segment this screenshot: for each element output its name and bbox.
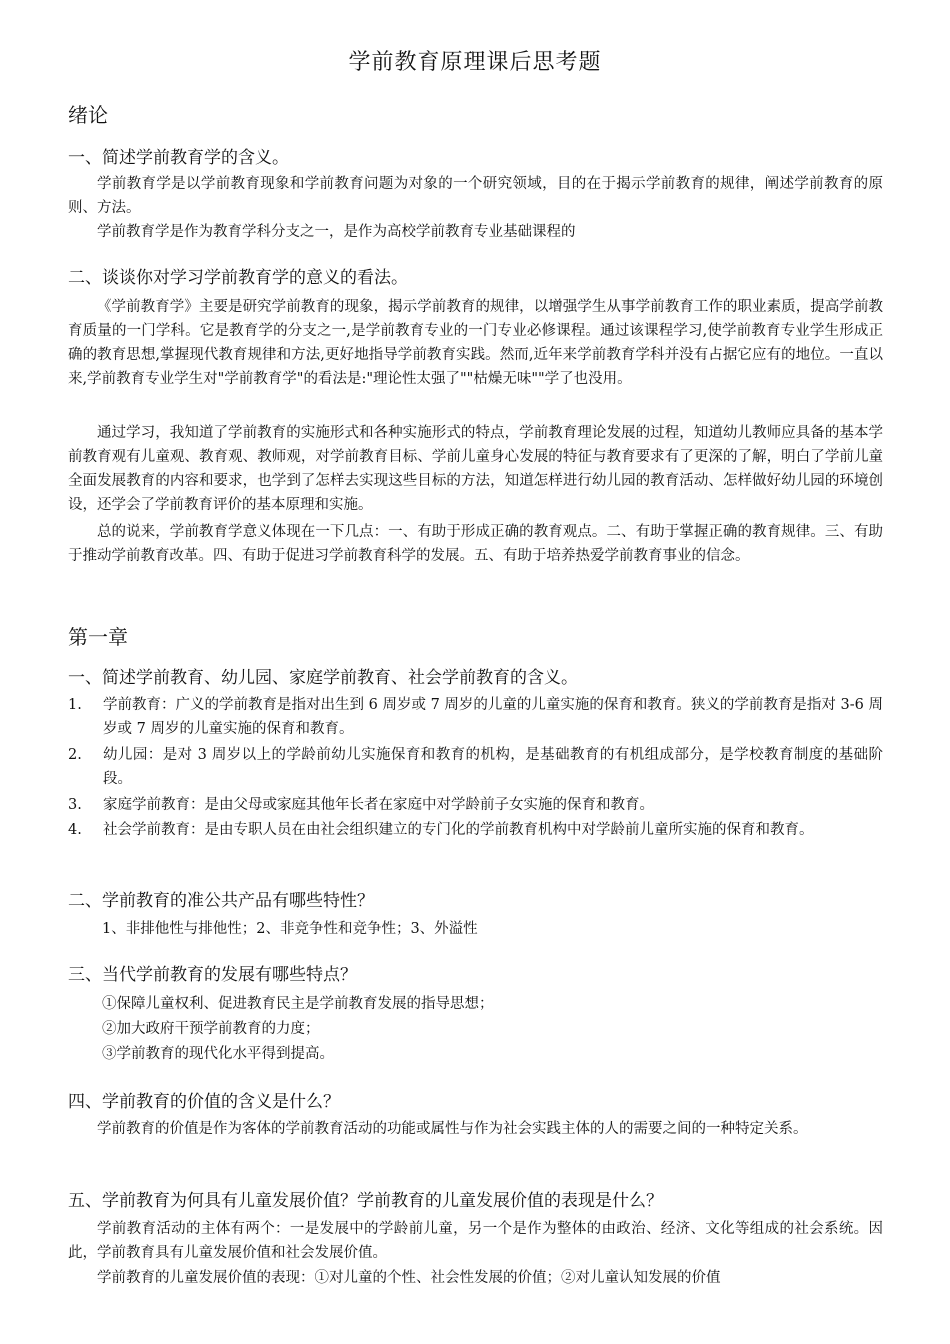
question-heading: 二、学前教育的准公共产品有哪些特性？ — [68, 891, 374, 911]
document-title: 学前教育原理课后思考题 — [348, 50, 602, 75]
list-number: 4. — [68, 822, 82, 838]
list-text: 学前教育：广义的学前教育是指对出生到 6 周岁或 7 周岁的儿童的儿童实施的保育和教育。狭义的学前教育是指对 3-6 周岁或 7 周岁的儿童实施的保育和教育。 — [103, 697, 883, 737]
paragraph: 学前教育学是以学前教育现象和学前教育问题为对象的一个研究领域，目的在于揭示学前教育的规律，阐述学前教育的原则、方法。 — [68, 176, 883, 216]
question-heading: 一、简述学前教育、幼儿园、家庭学前教育、社会学前教育的含义。 — [68, 668, 578, 688]
question-heading: 四、学前教育的价值的含义是什么？ — [68, 1092, 340, 1112]
list-number: 1. — [68, 697, 82, 713]
section-heading-chapter-1: 第一章 — [68, 625, 128, 649]
list-item — [68, 693, 883, 741]
list-text: 社会学前教育：是由专职人员在由社会组织建立的专门化的学前教育机构中对学龄前儿童所实施的保育和教育。 — [103, 822, 814, 838]
question-heading: 二、谈谈你对学习学前教育学的意义的看法。 — [68, 268, 408, 288]
answer-text: 1、非排他性与排他性；2、非竞争性和竞争性；3、外溢性 — [102, 921, 478, 937]
paragraph: 学前教育的价值是作为客体的学前教育活动的功能或属性与作为社会实践主体的人的需要之间的一种特定关系。 — [97, 1121, 808, 1137]
section-heading-intro: 绪论 — [68, 103, 108, 127]
paragraph: 学前教育的儿童发展价值的表现：①对儿童的个性、社会性发展的价值；②对儿童认知发展的价值 — [97, 1270, 721, 1286]
list-text: 家庭学前教育：是由父母或家庭其他年长者在家庭中对学龄前子女实施的保育和教育。 — [103, 797, 654, 813]
question-heading: 一、简述学前教育学的含义。 — [68, 148, 289, 168]
paragraph: 总的说来，学前教育学意义体现在一下几点：一、有助于形成正确的教育观点。二、有助于掌握正确的教育规律。三、有助于推动学前教育改革。四、有助于促进习学前教育科学的发展。五、有助于培养热爱学前教育事业的信念。 — [68, 524, 883, 564]
paragraph: 学前教育学是作为教育学科分支之一，是作为高校学前教育专业基础课程的 — [97, 224, 576, 240]
question-heading: 三、当代学前教育的发展有哪些特点？ — [68, 965, 357, 985]
list-number: 2. — [68, 747, 82, 763]
list-item: ②加大政府干预学前教育的力度； — [102, 1021, 320, 1037]
paragraph: 通过学习，我知道了学前教育的实施形式和各种实施形式的特点，学前教育理论发展的过程，知道幼儿教师应具备的基本学前教育观有儿童观、教育观、教师观，对学前教育目标、学前儿童身心发展的特征与教育要求有了更深的了解，明白了学前儿童全面发展教育的内容和要求，也学到了怎样去实现这些目标的方法，知道怎样进行幼儿园的教育活动、怎样做好幼儿园的环境创设，还学会了学前教育评价的基本原理和实施。 — [68, 425, 883, 513]
list-item — [68, 818, 883, 842]
question-heading: 五、学前教育为何具有儿童发展价值？学前教育的儿童发展价值的表现是什么？ — [68, 1191, 663, 1211]
list-item: ③学前教育的现代化水平得到提高。 — [102, 1046, 334, 1062]
paragraph: 学前教育活动的主体有两个：一是发展中的学龄前儿童，另一个是作为整体的由政治、经济、文化等组成的社会系统。因此，学前教育具有儿童发展价值和社会发展价值。 — [68, 1221, 883, 1261]
list-text: 幼儿园：是对 3 周岁以上的学龄前幼儿实施保育和教育的机构，是基础教育的有机组成部分，是学校教育制度的基础阶段。 — [103, 747, 883, 787]
paragraph: 《学前教育学》主要是研究学前教育的现象，揭示学前教育的规律，以增强学生从事学前教育工作的职业素质，提高学前教育质量的一门学科。它是教育学的分支之一,是学前教育专业的一门专业必修课程。通过该课程学习,使学前教育专业学生形成正确的教育思想,掌握现代教育规律和方法,更好地指导学前教育实践。然而,近年来学前教育学科并没有占据它应有的地位。一直以来,学前教育专业学生对"学前教育学"的看法是:"理论性太强了""枯燥无味""学了也没用。 — [68, 299, 883, 387]
list-item — [68, 793, 883, 817]
list-number: 3. — [68, 797, 82, 813]
list-item — [68, 743, 883, 791]
list-item: ①保障儿童权利、促进教育民主是学前教育发展的指导思想； — [102, 996, 494, 1012]
